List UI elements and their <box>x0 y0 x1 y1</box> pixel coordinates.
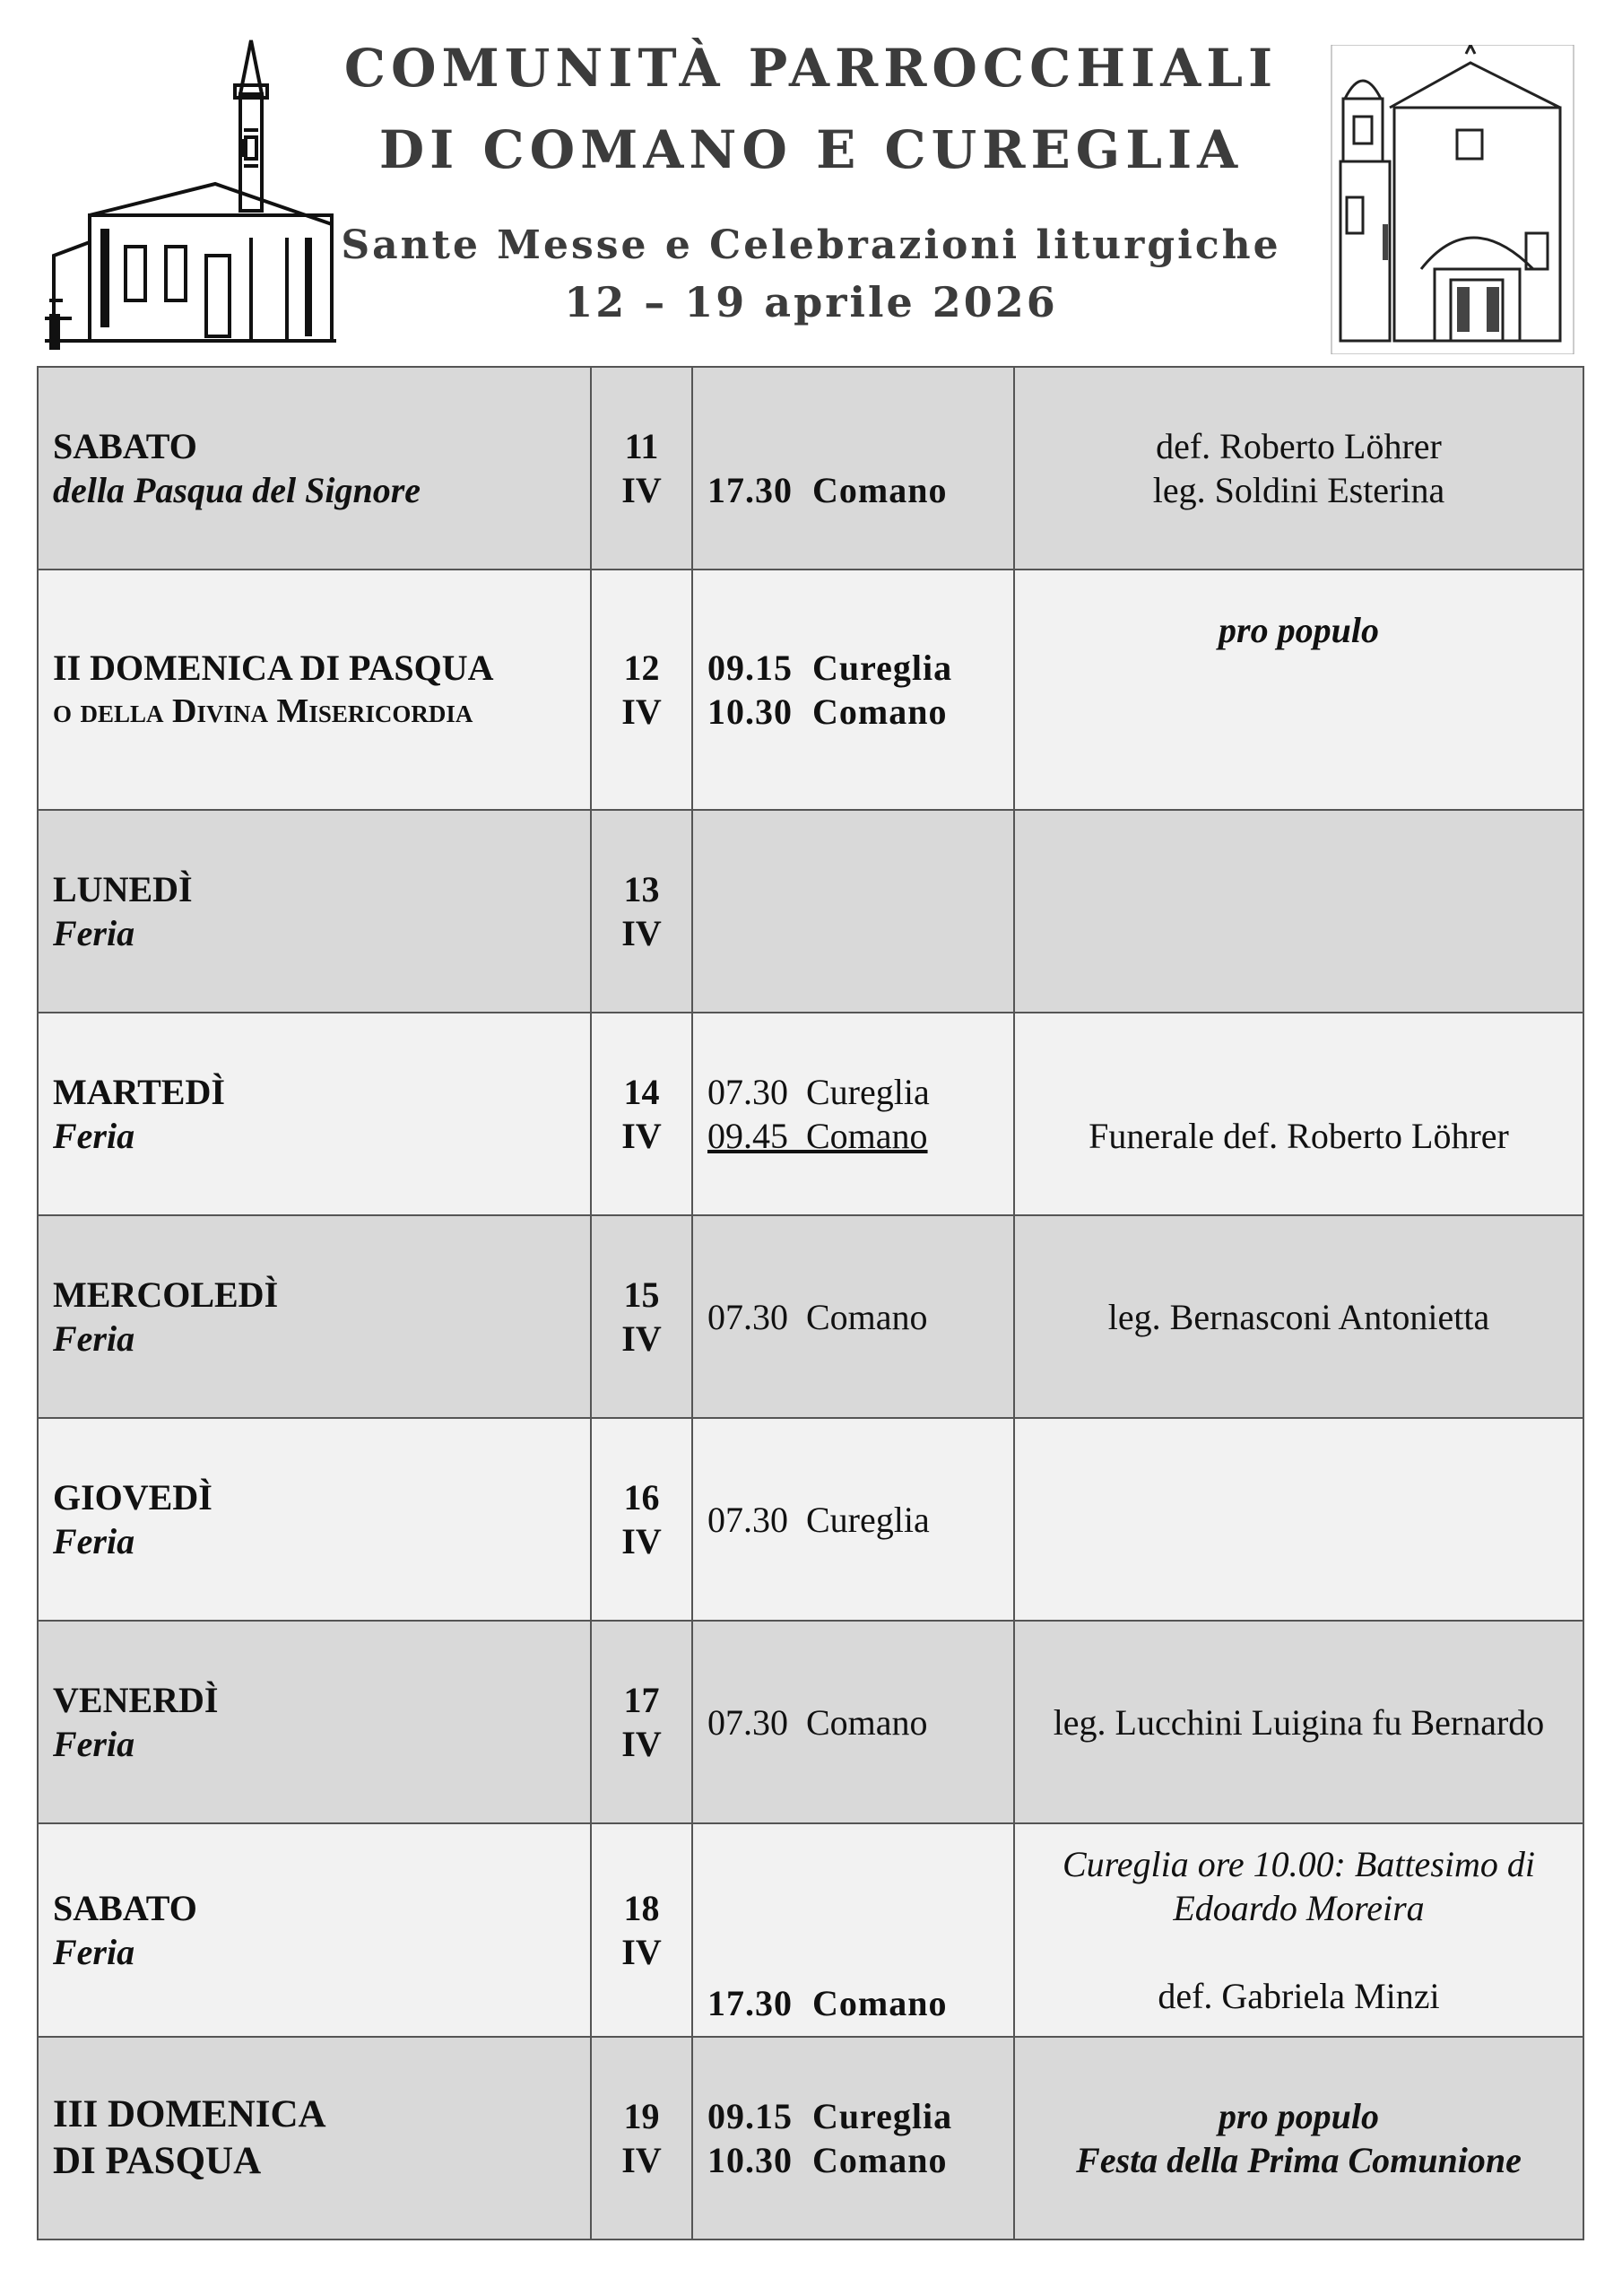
mass-time: 10.30 Comano <box>707 2140 948 2180</box>
table-row <box>38 367 1583 570</box>
date-month: IV <box>621 1116 662 1156</box>
mass-schedule-table <box>37 366 1584 2240</box>
day-subtitle: Feria <box>53 1318 135 1359</box>
day-cell <box>38 1215 591 1418</box>
day-name: MERCOLEDÌ <box>53 1274 279 1315</box>
date-day: 13 <box>623 869 660 909</box>
note-cell <box>1014 1215 1583 1418</box>
day-name: SABATO <box>53 426 197 466</box>
note-cell <box>1014 570 1583 810</box>
date-cell <box>591 1215 692 1418</box>
note-cell <box>1014 1823 1583 2037</box>
day-cell <box>38 1418 591 1621</box>
table-row <box>38 1621 1583 1823</box>
time-cell <box>692 1621 1014 1823</box>
date-day: 16 <box>623 1477 660 1518</box>
day-subtitle: Feria <box>53 1932 135 1972</box>
date-cell <box>591 1013 692 1215</box>
table-row <box>38 1013 1583 1215</box>
event-note: Cureglia ore 10.00: Battesimo di <box>1063 1844 1535 1884</box>
date-month: IV <box>621 913 662 953</box>
date-month: IV <box>621 691 662 732</box>
table-row <box>38 2037 1583 2239</box>
mass-time: 17.30 Comano <box>707 1983 948 2023</box>
event-note: Festa della Prima Comunione <box>1076 2140 1522 2180</box>
time-cell <box>692 2037 1014 2239</box>
mass-time: 17.30 Comano <box>707 470 948 510</box>
note-cell <box>1014 1621 1583 1823</box>
subtitle: Sante Messe e Celebrazioni liturgiche <box>341 222 1281 268</box>
day-name: SABATO <box>53 1888 197 1928</box>
day-subtitle: o della Divina Misericordia <box>53 692 473 730</box>
day-subtitle: Feria <box>53 1724 135 1764</box>
date-month: IV <box>621 1724 662 1764</box>
date-cell <box>591 2037 692 2239</box>
time-cell <box>692 1215 1014 1418</box>
date-cell <box>591 367 692 570</box>
day-cell <box>38 2037 591 2239</box>
date-day: 18 <box>623 1888 660 1928</box>
date-month: IV <box>621 2140 662 2180</box>
church-cureglia-drawing <box>1327 45 1578 354</box>
note-cell <box>1014 1418 1583 1621</box>
day-cell <box>38 1823 591 2037</box>
date-month: IV <box>621 1318 662 1359</box>
day-cell <box>38 367 591 570</box>
mass-time: 07.30 Comano <box>707 1296 928 1337</box>
table-row <box>38 1215 1583 1418</box>
intention: pro populo <box>1219 610 1379 650</box>
time-cell <box>692 1013 1014 1215</box>
intention: leg. Soldini Esterina <box>1152 470 1445 510</box>
table-row <box>38 570 1583 810</box>
day-name: MARTEDÌ <box>53 1072 225 1112</box>
date-cell <box>591 1621 692 1823</box>
note-cell <box>1014 367 1583 570</box>
date-cell <box>591 810 692 1013</box>
date-cell <box>591 570 692 810</box>
day-subtitle: Feria <box>53 913 135 953</box>
day-cell <box>38 810 591 1013</box>
day-subtitle: Feria <box>53 1521 135 1561</box>
date-day: 14 <box>623 1072 660 1112</box>
intention: leg. Bernasconi Antonietta <box>1107 1296 1490 1337</box>
mass-time: 10.30 Comano <box>707 691 948 732</box>
day-subtitle: DI PASQUA <box>53 2140 262 2182</box>
time-cell <box>692 367 1014 570</box>
event-note: Edoardo Moreira <box>1173 1888 1425 1928</box>
intention: leg. Lucchini Luigina fu Bernardo <box>1053 1701 1545 1743</box>
intention: Funerale def. Roberto Löhrer <box>1089 1116 1509 1156</box>
date-month: IV <box>621 1521 662 1561</box>
mass-time: 09.15 Cureglia <box>707 648 953 688</box>
day-name: LUNEDÌ <box>53 869 193 909</box>
day-subtitle: della Pasqua del Signore <box>53 470 421 510</box>
date-month: IV <box>621 1932 662 1972</box>
mass-time-underlined: 09.45 Comano <box>707 1116 928 1156</box>
note-cell <box>1014 810 1583 1013</box>
day-name: VENERDÌ <box>53 1680 219 1720</box>
table-row <box>38 1418 1583 1621</box>
intention: def. Roberto Löhrer <box>1156 426 1442 466</box>
date-month: IV <box>621 470 662 510</box>
date-cell <box>591 1823 692 2037</box>
note-cell <box>1014 2037 1583 2239</box>
date-range: 12 – 19 aprile 2026 <box>564 278 1058 326</box>
mass-time: 07.30 Cureglia <box>707 1072 930 1112</box>
title-line-1: COMUNITÀ PARROCCHIALI <box>343 38 1279 99</box>
mass-time: 09.15 Cureglia <box>707 2096 953 2136</box>
date-day: 17 <box>623 1680 660 1720</box>
mass-time: 07.30 Cureglia <box>707 1499 930 1540</box>
date-day: 11 <box>624 426 659 466</box>
mass-time: 07.30 Comano <box>707 1701 928 1743</box>
time-cell <box>692 1418 1014 1621</box>
time-cell <box>692 810 1014 1013</box>
day-subtitle: Feria <box>53 1116 135 1156</box>
date-day: 12 <box>623 648 660 688</box>
table-row <box>38 1823 1583 2037</box>
date-cell <box>591 1418 692 1621</box>
day-cell <box>38 1621 591 1823</box>
day-cell <box>38 1013 591 1215</box>
intention: pro populo <box>1219 2096 1379 2136</box>
title-line-2: DI COMANO E CUREGLIA <box>378 119 1244 180</box>
day-cell <box>38 570 591 810</box>
date-day: 19 <box>623 2096 660 2136</box>
date-day: 15 <box>623 1274 660 1315</box>
day-name: II DOMENICA DI PASQUA <box>53 648 494 688</box>
table-row <box>38 810 1583 1013</box>
page-header <box>0 0 1622 359</box>
time-cell <box>692 1823 1014 2037</box>
note-cell <box>1014 1013 1583 1215</box>
day-name: III DOMENICA <box>53 2093 326 2135</box>
intention: def. Gabriela Minzi <box>1158 1976 1440 2016</box>
time-cell <box>692 570 1014 810</box>
day-name: GIOVEDÌ <box>53 1477 213 1518</box>
